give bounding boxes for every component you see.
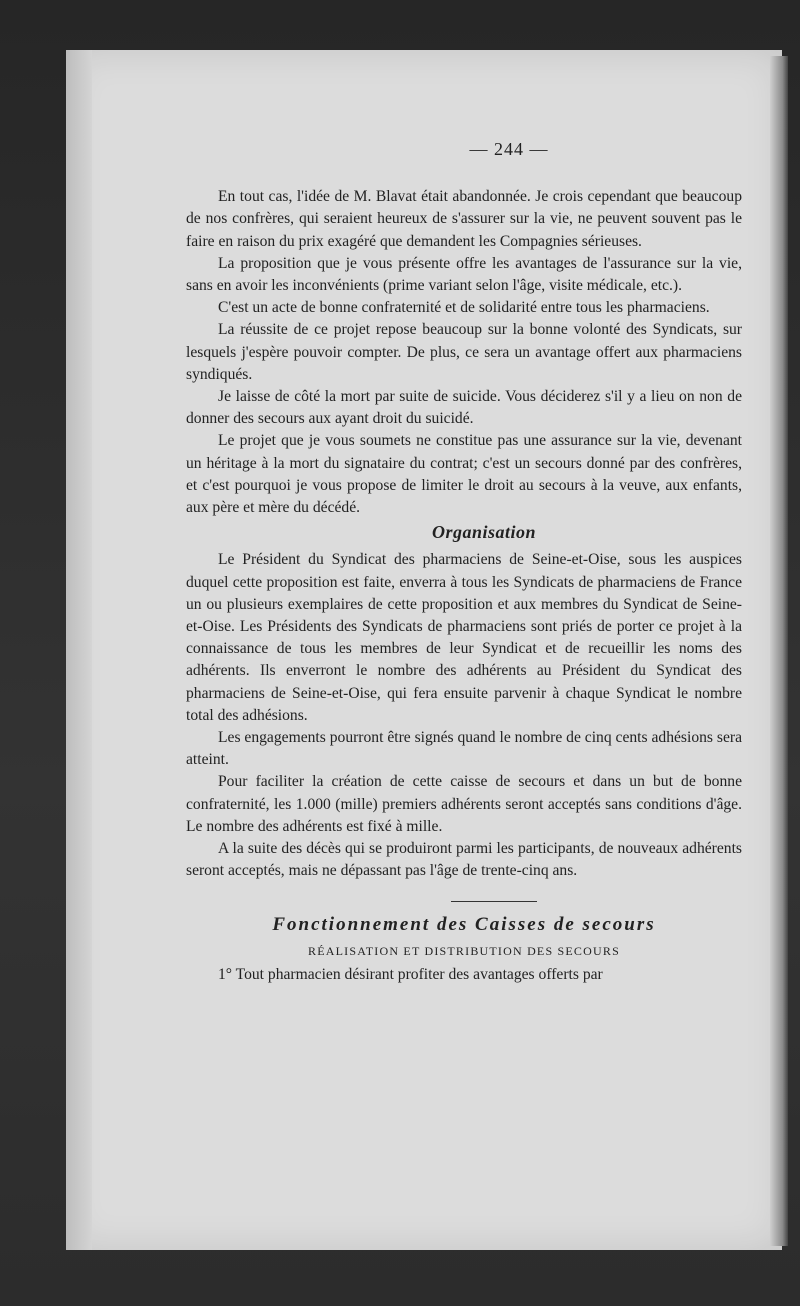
paragraph: Pour faciliter la création de cette caisse de secours et dans un but de bonne confraternité, les 1.000 (mille) premiers adhérents seront acceptés sans conditions d'âge. Le nombre des adhérents est fixé à mille. [186, 773, 742, 835]
page-content [186, 138, 742, 986]
paragraph: Les engagements pourront être signés quand le nombre de cinq cents adhésions sera atteint. [186, 729, 742, 769]
section-heading-fonctionnement: Fonctionnement des Caisses de secours [272, 913, 656, 935]
section-heading-organisation: Organisation [431, 522, 537, 543]
paragraph: En tout cas, l'idée de M. Blavat était abandonnée. Je crois cependant que beaucoup de nos confrères, qui seraient heureux de s'assurer sur la vie, ne peuvent souvent pas le faire en raison du prix exagéré que demandent les Compagnies sérieuses. [186, 188, 742, 250]
page-edge [770, 56, 788, 1246]
paragraph: Le projet que je vous soumets ne constitue pas une assurance sur la vie, devenant un héritage à la mort du signataire du contrat; c'est un secours donné par des confrères, et c'est pourquoi je vous propose de limiter le droit au secours à la veuve, aux enfants, aux père et mère du décédé. [186, 432, 742, 517]
paragraph: C'est un acte de bonne confraternité et de solidarité entre tous les pharmaciens. [218, 299, 710, 317]
paragraph: Le Président du Syndicat des pharmaciens de Seine-et-Oise, sous les auspices duquel cette proposition est faite, enverra à tous les Syndicats de pharmaciens de France un ou plusieurs exemplaires de cette proposition et aux membres du Syndicat de Seine-et-Oise. Les Présidents des Syndicats de pharmaciens sont priés de porter ce projet à la connaissance de tous les membres de leur Syndicat et de recueillir les noms des adhérents. Ils enverront le nombre des adhérents au Président du Syndicat des pharmaciens de Seine-et-Oise, qui fera ensuite parvenir à chaque Syndicat le nombre total des adhésions. [186, 551, 742, 724]
page-gutter [66, 50, 92, 1250]
subheading: RÉALISATION ET DISTRIBUTION DES SECOURS [308, 943, 620, 958]
page-number: — 244 — [469, 139, 549, 159]
paragraph: Je laisse de côté la mort par suite de suicide. Vous déciderez s'il y a lieu on non de donner des secours aux ayant droit du suicidé. [186, 388, 742, 428]
paragraph: 1° Tout pharmacien désirant profiter des avantages offerts par [218, 965, 603, 983]
paragraph: La proposition que je vous présente offre les avantages de l'assurance sur la vie, sans en avoir les inconvénients (prime variant selon l'âge, visite médicale, etc.). [186, 254, 742, 295]
paragraph: A la suite des décès qui se produiront parmi les participants, de nouveaux adhérents seront acceptés, mais ne dépassant pas l'âge de trente-cinq ans. [186, 840, 742, 880]
paragraph: La réussite de ce projet repose beaucoup sur la bonne volonté des Syndicats, sur lesquels j'espère pouvoir compter. De plus, ce sera un avantage offert aux pharmaciens syndiqués. [186, 321, 742, 383]
section-divider [451, 901, 537, 902]
